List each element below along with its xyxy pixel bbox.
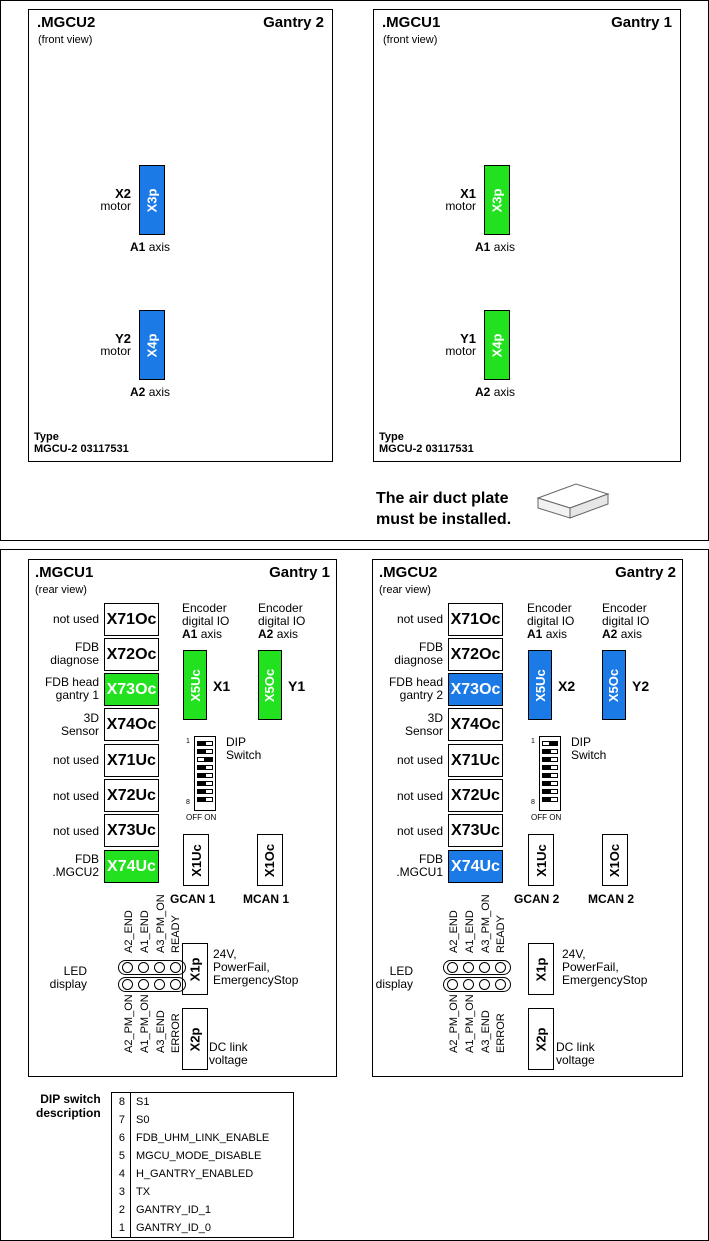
panel-title: .MGCU2 bbox=[37, 14, 96, 31]
encoder-label-a1 bbox=[527, 602, 574, 641]
panel-gantry: Gantry 2 bbox=[263, 14, 324, 31]
connector-x2p bbox=[182, 1008, 208, 1070]
connector-x73uc bbox=[448, 814, 503, 847]
gcan-label: GCAN 2 bbox=[514, 892, 560, 906]
axis-word: axis bbox=[148, 240, 171, 254]
x5oc-axis-label: Y2 bbox=[632, 678, 650, 694]
dip-description-table bbox=[111, 1092, 294, 1238]
led-label-bottom: ERROR bbox=[495, 1013, 507, 1053]
dip-function: GANTRY_ID_1 bbox=[136, 1204, 211, 1216]
x2p-line: voltage bbox=[209, 1053, 248, 1067]
axis-word: axis bbox=[200, 627, 223, 641]
axis-id: A1 bbox=[527, 627, 543, 641]
connector-label: 3D Sensor bbox=[404, 711, 443, 738]
connector-id: X74Oc bbox=[106, 715, 157, 733]
connector-id: X74Uc bbox=[107, 857, 156, 875]
dip-number: 5 bbox=[112, 1147, 131, 1165]
led-label-bottom: A2_PM_ON bbox=[448, 994, 460, 1053]
connector-id: X71Uc bbox=[107, 751, 156, 769]
led-label-top: READY bbox=[170, 915, 182, 953]
front-panel-mgcu2 bbox=[28, 9, 333, 462]
connector-id: X1p bbox=[533, 957, 549, 981]
connector-id: X72Oc bbox=[106, 645, 157, 663]
dip-switch-6[interactable] bbox=[542, 781, 558, 786]
connector-label: not used bbox=[396, 612, 443, 626]
motor-label bbox=[95, 332, 131, 358]
axis-id: A2 bbox=[602, 627, 618, 641]
encoder-label-a1 bbox=[182, 602, 229, 641]
led-label-top: A2_END bbox=[123, 910, 135, 953]
led-indicator bbox=[447, 979, 458, 990]
connector-label: not used bbox=[52, 789, 99, 803]
connector-label: X4p bbox=[489, 333, 505, 357]
connector-stack bbox=[448, 603, 503, 886]
axis-id: A1 bbox=[182, 627, 198, 641]
dip-function: TX bbox=[136, 1186, 151, 1198]
axis-word: axis bbox=[276, 627, 299, 641]
dip-number-bottom: 8 bbox=[531, 799, 535, 806]
led-label-bottom: A1_PM_ON bbox=[464, 994, 476, 1053]
note-line-1: The air duct plate bbox=[376, 490, 509, 507]
connector-stack bbox=[104, 603, 159, 886]
led-indicator bbox=[170, 979, 181, 990]
motor-id: Y1 bbox=[460, 331, 476, 346]
type-value: MGCU-2 03117531 bbox=[34, 443, 129, 455]
table-row bbox=[112, 1219, 274, 1237]
x2p-line: DC link bbox=[209, 1040, 248, 1054]
axis-label bbox=[130, 241, 170, 254]
connector-id: X71Uc bbox=[451, 751, 500, 769]
connector-id: X2p bbox=[187, 1027, 203, 1051]
dip-switch-6[interactable] bbox=[197, 781, 213, 786]
connector-label: not used bbox=[52, 612, 99, 626]
led-indicator bbox=[122, 962, 133, 973]
led-label-bottom: A1_PM_ON bbox=[139, 994, 151, 1053]
type-label: Type bbox=[34, 431, 59, 443]
led-label-bottom: A3_END bbox=[480, 1010, 492, 1053]
x1p-line: PowerFail, bbox=[213, 960, 270, 974]
connector-label: not used bbox=[52, 753, 99, 767]
led-label-line: display bbox=[49, 977, 87, 991]
axis-word: axis bbox=[493, 385, 516, 399]
dip-off-on bbox=[531, 813, 561, 822]
mcan-label: MCAN 2 bbox=[588, 892, 635, 906]
led-label-top: A3_PM_ON bbox=[155, 894, 167, 953]
note-line-2: must be installed. bbox=[376, 511, 512, 528]
dip-description-title-line: description bbox=[36, 1106, 101, 1120]
dip-number: 8 bbox=[112, 1093, 131, 1111]
connector-id: X74Uc bbox=[451, 857, 500, 875]
x1p-line: 24V, bbox=[562, 947, 586, 961]
type-block bbox=[34, 431, 129, 455]
axis-id: A2 bbox=[258, 627, 274, 641]
dip-number-bottom: 8 bbox=[186, 799, 190, 806]
connector-label: FDB head gantry 2 bbox=[388, 675, 443, 702]
connector-x1oc bbox=[257, 834, 283, 886]
connector-id: X71Oc bbox=[450, 610, 501, 628]
connector-id: X1Oc bbox=[607, 843, 623, 877]
connector-id: X72Uc bbox=[451, 786, 500, 804]
axis-word: axis bbox=[493, 240, 516, 254]
axis-word: axis bbox=[620, 627, 643, 641]
connector-x72oc bbox=[448, 638, 503, 671]
gcan-label: GCAN 1 bbox=[170, 892, 216, 906]
type-label: Type bbox=[379, 431, 404, 443]
connector-label: FDB .MGCU1 bbox=[396, 852, 443, 879]
dip-number: 4 bbox=[112, 1165, 131, 1183]
dip-function: GANTRY_ID_0 bbox=[136, 1222, 211, 1234]
connector-x3p bbox=[484, 165, 510, 235]
dip-label-line: DIP bbox=[571, 735, 592, 749]
type-value: MGCU-2 03117531 bbox=[379, 443, 474, 455]
dip-switch-4[interactable] bbox=[197, 765, 213, 770]
axis-id: A2 bbox=[130, 385, 146, 399]
dip-switch-2[interactable] bbox=[542, 749, 558, 754]
connector-id: X1Oc bbox=[262, 843, 278, 877]
encoder-line: digital IO bbox=[182, 614, 230, 628]
dip-number: 1 bbox=[112, 1219, 131, 1237]
x1p-line: PowerFail, bbox=[562, 960, 619, 974]
connector-id: X5Uc bbox=[187, 668, 203, 702]
encoder-line: digital IO bbox=[602, 614, 650, 628]
led-display-label bbox=[373, 965, 413, 991]
air-duct-plate-icon bbox=[532, 478, 612, 524]
x1p-line: EmergencyStop bbox=[562, 973, 648, 987]
led-display-label bbox=[47, 965, 87, 991]
x1p-description bbox=[213, 948, 298, 987]
panel-gantry: Gantry 2 bbox=[615, 564, 676, 581]
x5uc-axis-label: X2 bbox=[558, 678, 576, 694]
connector-x74oc bbox=[448, 708, 503, 741]
x2p-description bbox=[209, 1041, 248, 1067]
led-indicator bbox=[154, 979, 165, 990]
encoder-line: digital IO bbox=[258, 614, 306, 628]
connector-x74uc bbox=[104, 850, 159, 883]
dip-label-line: DIP bbox=[226, 735, 247, 749]
connector-id: X72Oc bbox=[450, 645, 501, 663]
encoder-line: Encoder bbox=[527, 601, 572, 615]
dip-function: S1 bbox=[136, 1096, 150, 1108]
connector-label: FDB diagnose bbox=[50, 640, 99, 667]
dip-switch bbox=[539, 736, 561, 811]
x1p-description bbox=[562, 948, 647, 987]
connector-label: not used bbox=[52, 824, 99, 838]
led-indicator bbox=[463, 979, 474, 990]
table-row bbox=[112, 1147, 274, 1165]
mcan-label: MCAN 1 bbox=[243, 892, 290, 906]
axis-word: axis bbox=[148, 385, 171, 399]
connector-x2p bbox=[528, 1008, 554, 1070]
dip-label-line: Switch bbox=[226, 748, 262, 762]
connector-x4p bbox=[484, 310, 510, 380]
connector-label: 3D Sensor bbox=[60, 711, 99, 738]
axis-id: A2 bbox=[475, 385, 491, 399]
connector-label: FDB head gantry 1 bbox=[44, 675, 99, 702]
led-indicator bbox=[154, 962, 165, 973]
motor-label bbox=[440, 187, 476, 213]
dip-number: 7 bbox=[112, 1111, 131, 1129]
led-indicator bbox=[463, 962, 474, 973]
connector-x73uc bbox=[104, 814, 159, 847]
connector-x73oc bbox=[448, 673, 503, 706]
type-block bbox=[379, 431, 474, 455]
dip-function: S0 bbox=[136, 1114, 150, 1126]
led-indicator bbox=[495, 962, 506, 973]
connector-x71oc bbox=[104, 603, 159, 636]
x5uc-axis-label: X1 bbox=[213, 678, 231, 694]
connector-id: X71Oc bbox=[106, 610, 157, 628]
connector-x72uc bbox=[104, 779, 159, 812]
connector-x74uc bbox=[448, 850, 503, 883]
connector-id: X74Oc bbox=[450, 715, 501, 733]
led-label-line: LED bbox=[389, 964, 413, 978]
x2p-description bbox=[556, 1041, 595, 1067]
panel-subtitle: (rear view) bbox=[35, 584, 87, 596]
connector-label: X3p bbox=[489, 188, 505, 212]
led-label-line: LED bbox=[63, 964, 87, 978]
led-indicator bbox=[479, 962, 490, 973]
x2p-line: voltage bbox=[556, 1053, 595, 1067]
led-label-top: A2_END bbox=[448, 910, 460, 953]
connector-x1p bbox=[528, 943, 554, 995]
connector-id: X1Uc bbox=[188, 843, 204, 877]
led-label-top: READY bbox=[495, 915, 507, 953]
table-row bbox=[112, 1183, 274, 1201]
connector-label: not used bbox=[396, 789, 443, 803]
led-label-bottom: ERROR bbox=[170, 1013, 182, 1053]
dip-on-label: ON bbox=[549, 813, 562, 822]
connector-x72uc bbox=[448, 779, 503, 812]
led-label-top: A1_END bbox=[139, 910, 151, 953]
connector-id: X73Oc bbox=[450, 680, 501, 698]
connector-id: X5Oc bbox=[606, 668, 622, 702]
table-row bbox=[112, 1165, 274, 1183]
connector-x71oc bbox=[448, 603, 503, 636]
motor-id: X1 bbox=[460, 186, 476, 201]
connector-x5oc bbox=[602, 650, 626, 720]
dip-number-top: 1 bbox=[531, 738, 535, 745]
panel-subtitle: (rear view) bbox=[379, 584, 431, 596]
connector-x73oc bbox=[104, 673, 159, 706]
connector-x1uc bbox=[183, 834, 209, 886]
encoder-line: Encoder bbox=[182, 601, 227, 615]
dip-off-label: OFF bbox=[531, 813, 547, 822]
x1p-line: 24V, bbox=[213, 947, 237, 961]
connector-x71uc bbox=[448, 744, 503, 777]
connector-label: not used bbox=[396, 824, 443, 838]
motor-word: motor bbox=[445, 199, 476, 213]
connector-x4p bbox=[139, 310, 165, 380]
dip-number-top: 1 bbox=[186, 738, 190, 745]
rear-panel-mgcu2 bbox=[372, 559, 683, 1077]
table-row bbox=[112, 1093, 274, 1111]
axis-label bbox=[475, 241, 515, 254]
motor-id: Y2 bbox=[115, 331, 131, 346]
connector-id: X73Uc bbox=[107, 821, 156, 839]
panel-title: .MGCU1 bbox=[382, 14, 441, 31]
x1p-line: EmergencyStop bbox=[213, 973, 299, 987]
connector-x5uc bbox=[183, 650, 207, 720]
connector-id: X73Oc bbox=[106, 680, 157, 698]
axis-label bbox=[475, 386, 515, 399]
led-indicator bbox=[122, 979, 133, 990]
dip-switch-5[interactable] bbox=[197, 773, 213, 778]
connector-x3p bbox=[139, 165, 165, 235]
dip-description-title-line: DIP switch bbox=[40, 1092, 101, 1106]
dip-switch-2[interactable] bbox=[197, 749, 213, 754]
motor-id: X2 bbox=[115, 186, 131, 201]
connector-id: X1Uc bbox=[533, 843, 549, 877]
axis-id: A1 bbox=[475, 240, 491, 254]
connector-id: X2p bbox=[533, 1027, 549, 1051]
led-indicator bbox=[138, 979, 149, 990]
led-indicator bbox=[170, 962, 181, 973]
connector-id: X1p bbox=[187, 957, 203, 981]
led-label-bottom: A2_PM_ON bbox=[123, 994, 135, 1053]
dip-number: 2 bbox=[112, 1201, 131, 1219]
panel-title: .MGCU2 bbox=[379, 564, 438, 581]
motor-label bbox=[95, 187, 131, 213]
dip-switch-8[interactable] bbox=[197, 797, 213, 802]
led-indicator bbox=[447, 962, 458, 973]
connector-x5oc bbox=[258, 650, 282, 720]
connector-x1uc bbox=[528, 834, 554, 886]
connector-id: X72Uc bbox=[107, 786, 156, 804]
led-indicator bbox=[138, 962, 149, 973]
led-indicator bbox=[479, 979, 490, 990]
connector-id: X73Uc bbox=[451, 821, 500, 839]
air-duct-note bbox=[376, 488, 511, 530]
table-row bbox=[112, 1129, 274, 1147]
connector-id: X5Uc bbox=[532, 668, 548, 702]
encoder-label-a2 bbox=[258, 602, 305, 641]
dip-switch-1[interactable] bbox=[197, 741, 213, 746]
dip-switch-label bbox=[571, 736, 606, 762]
dip-switch-label bbox=[226, 736, 261, 762]
motor-word: motor bbox=[100, 344, 131, 358]
connector-x74oc bbox=[104, 708, 159, 741]
dip-function: MGCU_MODE_DISABLE bbox=[136, 1150, 262, 1162]
dip-switch bbox=[194, 736, 216, 811]
panel-subtitle: (front view) bbox=[38, 34, 93, 46]
dip-switch-7[interactable] bbox=[197, 789, 213, 794]
connector-label: FDB diagnose bbox=[394, 640, 443, 667]
encoder-line: Encoder bbox=[258, 601, 303, 615]
dip-switch-7[interactable] bbox=[542, 789, 558, 794]
encoder-line: digital IO bbox=[527, 614, 575, 628]
dip-switch-4[interactable] bbox=[542, 765, 558, 770]
led-label-line: display bbox=[375, 977, 413, 991]
axis-label bbox=[130, 386, 170, 399]
led-indicator bbox=[495, 979, 506, 990]
panel-gantry: Gantry 1 bbox=[269, 564, 330, 581]
rear-panel-mgcu1 bbox=[28, 559, 337, 1077]
connector-label: X3p bbox=[144, 188, 160, 212]
motor-word: motor bbox=[100, 199, 131, 213]
dip-function: H_GANTRY_ENABLED bbox=[136, 1168, 254, 1180]
connector-label: not used bbox=[396, 753, 443, 767]
dip-off-label: OFF bbox=[186, 813, 202, 822]
dip-on-label: ON bbox=[204, 813, 217, 822]
connector-x72oc bbox=[104, 638, 159, 671]
axis-id: A1 bbox=[130, 240, 146, 254]
connector-x1p bbox=[182, 943, 208, 995]
connector-x1oc bbox=[602, 834, 628, 886]
motor-label bbox=[440, 332, 476, 358]
encoder-label-a2 bbox=[602, 602, 649, 641]
table-row bbox=[112, 1111, 274, 1129]
dip-function: FDB_UHM_LINK_ENABLE bbox=[136, 1132, 270, 1144]
dip-number: 6 bbox=[112, 1129, 131, 1147]
dip-table bbox=[112, 1093, 274, 1237]
panel-gantry: Gantry 1 bbox=[611, 14, 672, 31]
dip-switch-8[interactable] bbox=[542, 797, 558, 802]
x5oc-axis-label: Y1 bbox=[288, 678, 306, 694]
front-panel-mgcu1 bbox=[373, 9, 681, 462]
connector-id: X5Oc bbox=[262, 668, 278, 702]
dip-number: 3 bbox=[112, 1183, 131, 1201]
motor-word: motor bbox=[445, 344, 476, 358]
dip-label-line: Switch bbox=[571, 748, 607, 762]
dip-switch-5[interactable] bbox=[542, 773, 558, 778]
dip-off-on bbox=[186, 813, 216, 822]
table-row bbox=[112, 1201, 274, 1219]
x2p-line: DC link bbox=[556, 1040, 595, 1054]
dip-description-title bbox=[36, 1092, 101, 1120]
dip-switch-1[interactable] bbox=[542, 741, 558, 746]
encoder-line: Encoder bbox=[602, 601, 647, 615]
connector-label: FDB .MGCU2 bbox=[52, 852, 99, 879]
connector-label: X4p bbox=[144, 333, 160, 357]
panel-subtitle: (front view) bbox=[383, 34, 438, 46]
led-label-top: A3_PM_ON bbox=[480, 894, 492, 953]
dip-switch-3[interactable] bbox=[542, 757, 558, 762]
led-label-top: A1_END bbox=[464, 910, 476, 953]
axis-word: axis bbox=[545, 627, 568, 641]
led-label-bottom: A3_END bbox=[155, 1010, 167, 1053]
dip-switch-3[interactable] bbox=[197, 757, 213, 762]
connector-x5uc bbox=[528, 650, 552, 720]
connector-x71uc bbox=[104, 744, 159, 777]
panel-title: .MGCU1 bbox=[35, 564, 94, 581]
